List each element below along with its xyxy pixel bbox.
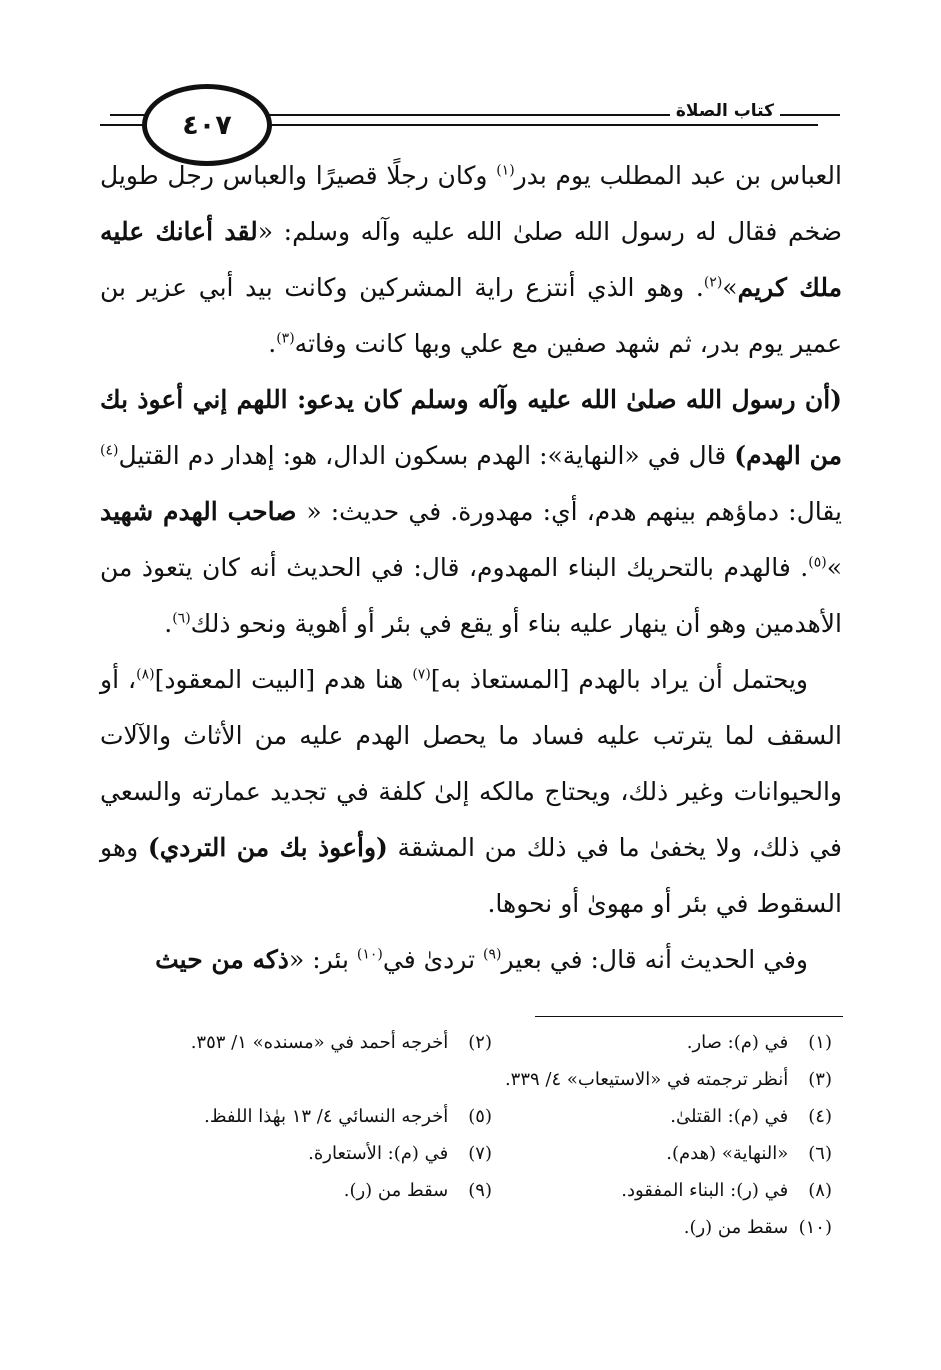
footnote-number: (٤)	[808, 1106, 832, 1127]
footnote-number: (٣)	[808, 1069, 832, 1090]
paragraph	[100, 652, 842, 932]
footnote-ref: (٨)	[136, 666, 155, 683]
text-run: . فالهدم بالتحريك البناء المهدوم، قال: في الحديث أنه كان يتعوذ من الأهدمين وهو أن ينهار عليه بناء أو يقع في بئر أو أهوية ونحو ذلك	[100, 553, 842, 638]
text-run: قال في «النهاية»: الهدم بسكون الدال، هو: إهدار دم القتيل	[118, 441, 735, 470]
footnote-ref: (٣)	[276, 330, 295, 347]
footnote-number: (٧)	[468, 1143, 492, 1164]
footnote-ref: (١)	[496, 162, 515, 179]
running-title: كتاب الصلاة	[670, 101, 780, 121]
footnote-text: سقط من (ر).	[683, 1217, 789, 1238]
paragraph	[100, 932, 842, 988]
footnote-text: أخرجه أحمد في «مسنده» ١/ ٣٥٣.	[190, 1032, 449, 1053]
footnote-text: سقط من (ر).	[343, 1180, 449, 1201]
bold-text: (أن رسول الله صلىٰ الله عليه وآله وسلم كان يدعو: اللهم إني أعوذ بك من الهدم)	[100, 385, 842, 470]
footnote-row	[100, 1098, 832, 1135]
text-run: .	[268, 329, 277, 358]
header-rule-left-bottom	[100, 124, 146, 126]
footnote	[152, 1098, 492, 1135]
footnote-row	[100, 1135, 832, 1172]
paragraph	[100, 148, 842, 372]
bold-text: (وأعوذ بك من التردي)	[147, 833, 388, 862]
footnote-number: (١)	[808, 1032, 832, 1053]
footnote-number: (٥)	[468, 1106, 492, 1127]
footnote	[492, 1209, 832, 1246]
text-run: .	[164, 609, 173, 638]
footnote	[492, 1172, 832, 1209]
bold-text: لقد أعانك عليه ملك كريم	[100, 217, 843, 302]
footnote-number: (٩)	[468, 1180, 492, 1201]
footnote	[152, 1061, 832, 1098]
footnote-row	[100, 1209, 832, 1246]
text-run: . وهو الذي أنتزع راية المشركين وكانت بيد أبي عزير بن عمير يوم بدر، ثم شهد صفين مع علي وبها كانت وفاته	[100, 273, 842, 358]
footnote-ref: (٤)	[100, 442, 119, 459]
footnote-ref: (٦)	[172, 610, 191, 627]
text-run: بئر: «	[288, 945, 357, 974]
text-run: العباس بن عبد المطلب يوم بدر	[514, 161, 842, 190]
footnote-text: في (م): القتلىٰ.	[670, 1106, 789, 1127]
footnote-ref: (٧)	[412, 666, 431, 683]
footnote-text: في (ر): البناء المفقود.	[621, 1180, 789, 1201]
page-number: ٤٠٧	[142, 84, 272, 166]
text-run: هنا هدم [البيت المعقود]	[154, 665, 413, 694]
text-run: »	[722, 273, 738, 302]
text-run: ويحتمل أن يراد بالهدم [المستعاذ به]	[430, 665, 808, 694]
main-text	[100, 148, 842, 988]
bold-text: ذكه من حيث	[155, 945, 289, 974]
footnote-number: (٢)	[468, 1032, 492, 1053]
footnote	[492, 1135, 832, 1172]
footnote-text: أخرجه النسائي ٤/ ١٣ بهٰذا اللفظ.	[204, 1106, 449, 1127]
footnote-row	[100, 1024, 832, 1061]
footnote	[152, 1135, 492, 1172]
footnote-ref: (٢)	[703, 274, 723, 291]
footnote	[492, 1024, 832, 1061]
bold-text: صاحب الهدم شهيد	[100, 497, 307, 526]
header-rule-right-bottom	[258, 124, 818, 126]
footnotes	[100, 1024, 832, 1246]
footnote-ref: (٩)	[483, 946, 502, 963]
text-run: وكان رجلًا قصيرًا والعباس رجل طويل ضخم فقال له رسول الله صلىٰ الله عليه وآله وسلم: «	[100, 161, 842, 246]
footnote-ref: (١٠)	[356, 946, 383, 963]
text-run: تردىٰ في	[382, 945, 483, 974]
footnote-number: (٦)	[808, 1143, 832, 1164]
text-run: وهو السقوط في بئر أو مهوىٰ أو نحوها.	[100, 833, 842, 918]
text-run: يقال: دماؤهم بينهم هدم، أي: مهدورة. في حديث: «	[306, 497, 842, 526]
footnote-text: «النهاية» (هدم).	[666, 1143, 789, 1164]
footnote-number: (١٠)	[798, 1217, 832, 1238]
footnote-number: (٨)	[808, 1180, 832, 1201]
text-run: وفي الحديث أنه قال: في بعير	[501, 945, 808, 974]
footnote-separator	[535, 1016, 843, 1017]
footnote	[492, 1098, 832, 1135]
text-run: »	[826, 553, 842, 582]
footnote-text: في (م): صار.	[686, 1032, 789, 1053]
footnote	[152, 1172, 492, 1209]
text-run: ، أو السقف لما يترتب عليه فساد ما يحصل الهدم عليه من الأثاث والآلات والحيوانات وغير ذلك، ويحتاج مالكه إلىٰ كلفة في تجديد عمارته والسعي في ذلك، ولا يخفىٰ ما في ذلك من المشقة	[100, 665, 842, 862]
footnote-text: أنظر ترجمته في «الاستيعاب» ٤/ ٣٣٩.	[504, 1069, 789, 1090]
footnote-ref: (٥)	[808, 554, 827, 571]
footnote-text: في (م): الأستعارة.	[308, 1143, 449, 1164]
footnote	[152, 1024, 492, 1061]
footnote-row	[100, 1172, 832, 1209]
footnote-row	[100, 1061, 832, 1098]
paragraph	[100, 372, 842, 652]
header-rule-left-top	[110, 114, 146, 116]
